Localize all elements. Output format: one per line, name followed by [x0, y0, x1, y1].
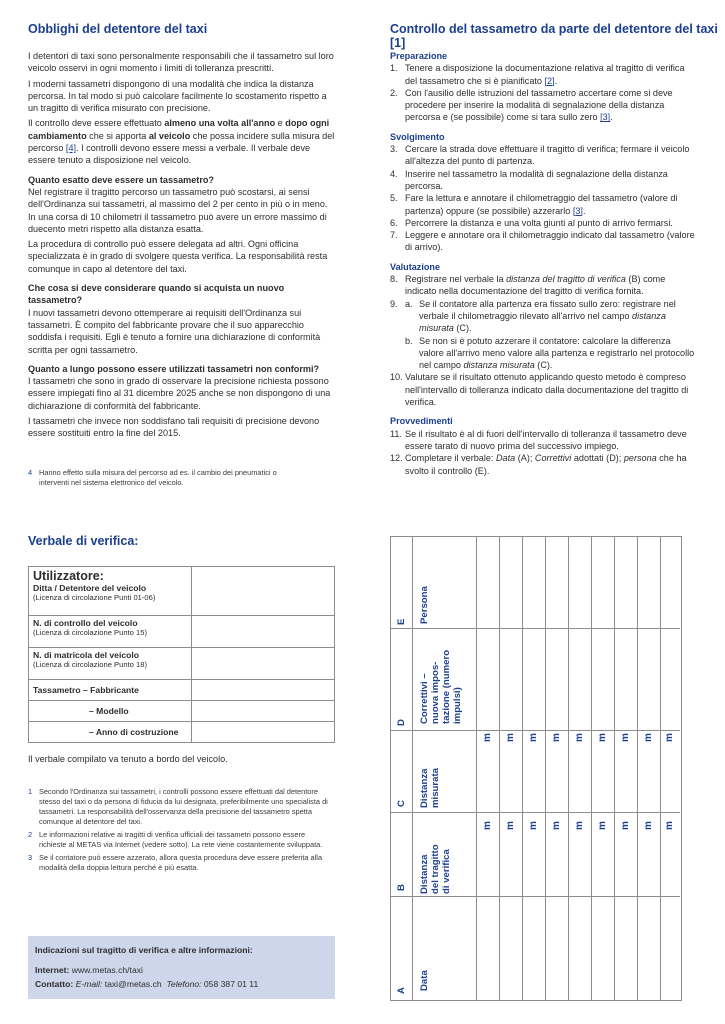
answer-1a: Nel registrare il tragitto percorso un tassametro può scostarsi, ai sensi dell'Ordinanza sui tassametri, al massimo del 2 per cento in più o in meno. In una corsa di 10 chilometri il tassametro può avere un errore massimo di duecento metri rispetto alla distanza esatta. — [28, 186, 328, 234]
unit-mark-b: m — [619, 821, 631, 830]
col-c-label: Distanza misurata — [419, 768, 441, 808]
anno-field[interactable] — [192, 722, 335, 743]
unit-mark-b: m — [573, 821, 585, 830]
info-box — [28, 936, 335, 999]
step-9: 9. a. Se il contatore alla partenza era fissato sullo zero: registrare nel verbale il chilometraggio rilevato all'arrivo nel campo distanza misurata (C). b. Se non si è potuto azzerare il contatore: calcolare la differenza valore all'arrivo meno valore alla partenza e registrarlo nel protocollo nel campo distanza misurata (C). — [390, 298, 695, 371]
verbale-heading: Verbale di verifica: — [28, 534, 139, 548]
footnote-ref-3[interactable]: [3] — [600, 112, 611, 123]
unit-mark-b: m — [596, 821, 608, 830]
log-table — [390, 536, 681, 1000]
unit-mark-b: m — [550, 821, 562, 830]
paragraph-2: I moderni tassametri dispongono di una modalità che indica la distanza percorsa. In tal modo si può calcolare facilmente lo scostamento rispetto a un tragitto di verifica misurato con precisione. — [28, 78, 327, 114]
row-ditta: Utilizzatore: Ditta / Detentore del veicolo (Licenza di circolazione Punti 01-06) — [29, 567, 192, 616]
unit-mark-c: m — [504, 733, 516, 742]
step-2: 2. Con l'ausilio delle istruzioni del tassametro accertare come si deve procedere per inserire la modalità di segnalazione della distanza percorsa e (se possibile) come si tara sullo zero [3]. — [390, 87, 673, 123]
verbale-note: Il verbale compilato va tenuto a bordo del veicolo. — [28, 754, 228, 764]
step-1: 1. Tenere a disposizione la documentazione relativa al tragitto di verifica del tassametro che si è pianificato [2]. — [390, 63, 685, 86]
step-7: 7. Leggere e annotare ora il chilometraggio indicato dal tassametro (valore di arrivo). — [390, 230, 695, 253]
unit-mark-b: m — [663, 821, 675, 830]
step-3: 3. Cercare la strada dove effettuare il tragitto di verifica; fermare il veicolo all'altezza del punto di partenza. — [390, 144, 690, 167]
section-provvedimenti: Provvedimenti — [390, 416, 453, 427]
section-valutazione: Valutazione — [390, 261, 441, 272]
col-e-label: Persona — [419, 586, 430, 624]
unit-mark-c: m — [596, 733, 608, 742]
question-1: Quanto esatto deve essere un tassametro? — [28, 174, 214, 185]
row-anno: – Anno di costruzione — [29, 722, 192, 743]
fabbricante-field[interactable] — [192, 680, 335, 701]
info-title: Indicazioni sul tragitto di verifica e altre informazioni: — [35, 945, 253, 955]
step-8: 8. Registrare nel verbale la distanza del tragitto di verifica (B) come indicato nella documentazione del tragitto di verifica fornita. — [390, 274, 666, 297]
row-modello: – Modello — [29, 701, 192, 722]
section-svolgimento: Svolgimento — [390, 131, 445, 142]
unit-mark-c: m — [663, 733, 675, 742]
right-column — [390, 50, 695, 477]
footnote-4: 4 Hanno effetto sulla misura del percorso ad es. il cambio dei pneumatici o interventi nel sistema elettronico del veicolo. — [28, 468, 277, 487]
unit-mark-c: m — [642, 733, 654, 742]
col-b-letter: B — [396, 884, 407, 891]
row-fabbricante: Tassametro – Fabbricante — [29, 680, 192, 701]
phone-number: 058 387 01 11 — [203, 979, 259, 989]
info-contatto: Contatto: E-mail: taxi@metas.ch Telefono: 058 387 01 11 — [35, 979, 259, 989]
step-10: 10. Valutare se il risultato ottenuto applicando questo metodo è compreso nell'intervallo di tolleranza indicato dalla documentazione del tragitto di verifica. — [390, 372, 689, 408]
footnotes — [28, 787, 328, 876]
step-5: 5. Fare la lettura e annotare il chilometraggio del tassametro (valore di partenza) oppure (se possibile) azzerarlo [3]. — [390, 193, 678, 216]
info-internet: Internet: www.metas.ch/taxi — [35, 965, 143, 975]
paragraph-3: Il controllo deve essere effettuato almeno una volta all'anno e dopo ogni cambiamento che si apporta al veicolo che possa incidere sulla misura del percorso [4]. I controlli devono essere messi a verbale. Il verbale deve essere tenuto a disposizione nel veicolo. — [28, 118, 335, 166]
section-preparazione: Preparazione — [390, 51, 448, 61]
unit-mark-c: m — [481, 733, 493, 742]
matricola-field[interactable] — [192, 648, 335, 680]
paragraph-1: I detentori di taxi sono personalmente responsabili che il tassametro sul loro veicolo osservi in ogni momento i limiti di tolleranza prescritti. — [28, 51, 334, 74]
left-heading: Obblighi del detentore del taxi — [28, 22, 208, 36]
step-4: 4. Inserire nel tassametro la modalità di segnalazione della distanza percorsa. — [390, 168, 668, 191]
unit-mark-c: m — [550, 733, 562, 742]
verbale-form — [28, 566, 335, 743]
footnote-3: 3 Se il contatore può essere azzerato, allora questa procedura deve essere preferita alla modalità della doppia lettura perché è più esatta. — [28, 853, 323, 872]
footnote-2: 2 Le informazioni relative ai tragitti di verifica ufficiali dei tassametri possono essere richieste al METAS via Internet (vedere sotto). La rete viene costantemente sviluppata. — [28, 830, 323, 849]
left-column — [28, 50, 336, 443]
answer-3b: I tassametri che invece non soddisfano tali requisiti di precisione devono essere sostituiti entro la fine del 2015. — [28, 416, 320, 439]
step-11: 11. Se il risultato è al di fuori dell'intervallo di tolleranza il tassametro deve essere tarato di nuovo prima del successivo impiego. — [390, 428, 687, 451]
question-2: Che cosa si deve considerare quando si acquista un nuovo tassametro? — [28, 283, 285, 306]
col-d-letter: D — [396, 719, 407, 726]
footnote-ref-2[interactable]: [2] — [544, 75, 555, 86]
unit-mark-b: m — [642, 821, 654, 830]
answer-1b: La procedura di controllo può essere delegata ad altri. Ogni officina specializzata è in grado di svolgere questa verifica. La responsabilità resta comunque in capo al detentore del taxi. — [28, 239, 328, 274]
col-e-letter: E — [396, 618, 407, 625]
unit-mark-b: m — [481, 821, 493, 830]
col-b-label: Distanza del tragitto di verifica — [419, 844, 452, 894]
unit-mark-b: m — [527, 821, 539, 830]
col-a-letter: A — [396, 987, 407, 994]
answer-2: I nuovi tassametri devono ottemperare ai requisiti dell'Ordinanza sui tassametri. È compito del fabbricante provare che il suo apparecchio soddisfa i requisiti. Egli è tenuto a fornire una dichiarazione di conformità scritta per ogni tassametro. — [28, 307, 321, 355]
step-12: 12. Completare il verbale: Data (A); Correttivi adottati (D); persona che ha svolto il controllo (E). — [390, 453, 687, 476]
step-6: 6. Percorrere la distanza e una volta giunti al punto di arrivo fermarsi. — [390, 217, 673, 228]
email-link[interactable]: taxi@metas.ch — [104, 979, 162, 989]
answer-3a: I tassametri che sono in grado di osservare la precisione richiesta possono essere impiegati fino al 31 dicembre 2025 anche se non dispongono di una dichiarazione di conformità del fabbricante. — [28, 376, 331, 411]
question-3: Quanto a lungo possono essere utilizzati tassametri non conformi? — [28, 363, 320, 374]
footnote-1: 1 Secondo l'Ordinanza sui tassametri, i controlli possono essere effettuati dal detentore stesso del taxi o da persona di fiducia da lui designata, preferibilmente uno specialista di tassametri. La responsabilità dell'osservanza della precisione del tassametro spetta comunque al detentore del taxi. — [28, 787, 328, 826]
modello-field[interactable] — [192, 701, 335, 722]
internet-link[interactable]: www.metas.ch/taxi — [71, 965, 143, 975]
col-a-label: Data — [419, 970, 430, 991]
unit-mark-c: m — [573, 733, 585, 742]
col-d-label: Correttivi – nuova impos- tazione (numero impulsi) — [419, 649, 463, 724]
col-c-letter: C — [396, 800, 407, 807]
footnote-ref-4[interactable]: [4] — [65, 143, 77, 154]
unit-mark-b: m — [504, 821, 516, 830]
footnote-ref-3b[interactable]: [3] — [572, 205, 583, 216]
controllo-field[interactable] — [192, 616, 335, 648]
ditta-field[interactable] — [192, 567, 335, 616]
unit-mark-c: m — [619, 733, 631, 742]
row-matricola: N. di matricola del veicolo (Licenza di circolazione Punto 18) — [29, 648, 192, 680]
right-heading: Controllo del tassametro da parte del detentore del taxi [1] — [390, 22, 718, 50]
unit-mark-c: m — [527, 733, 539, 742]
row-controllo: N. di controllo del veicolo (Licenza di circolazione Punto 15) — [29, 616, 192, 648]
